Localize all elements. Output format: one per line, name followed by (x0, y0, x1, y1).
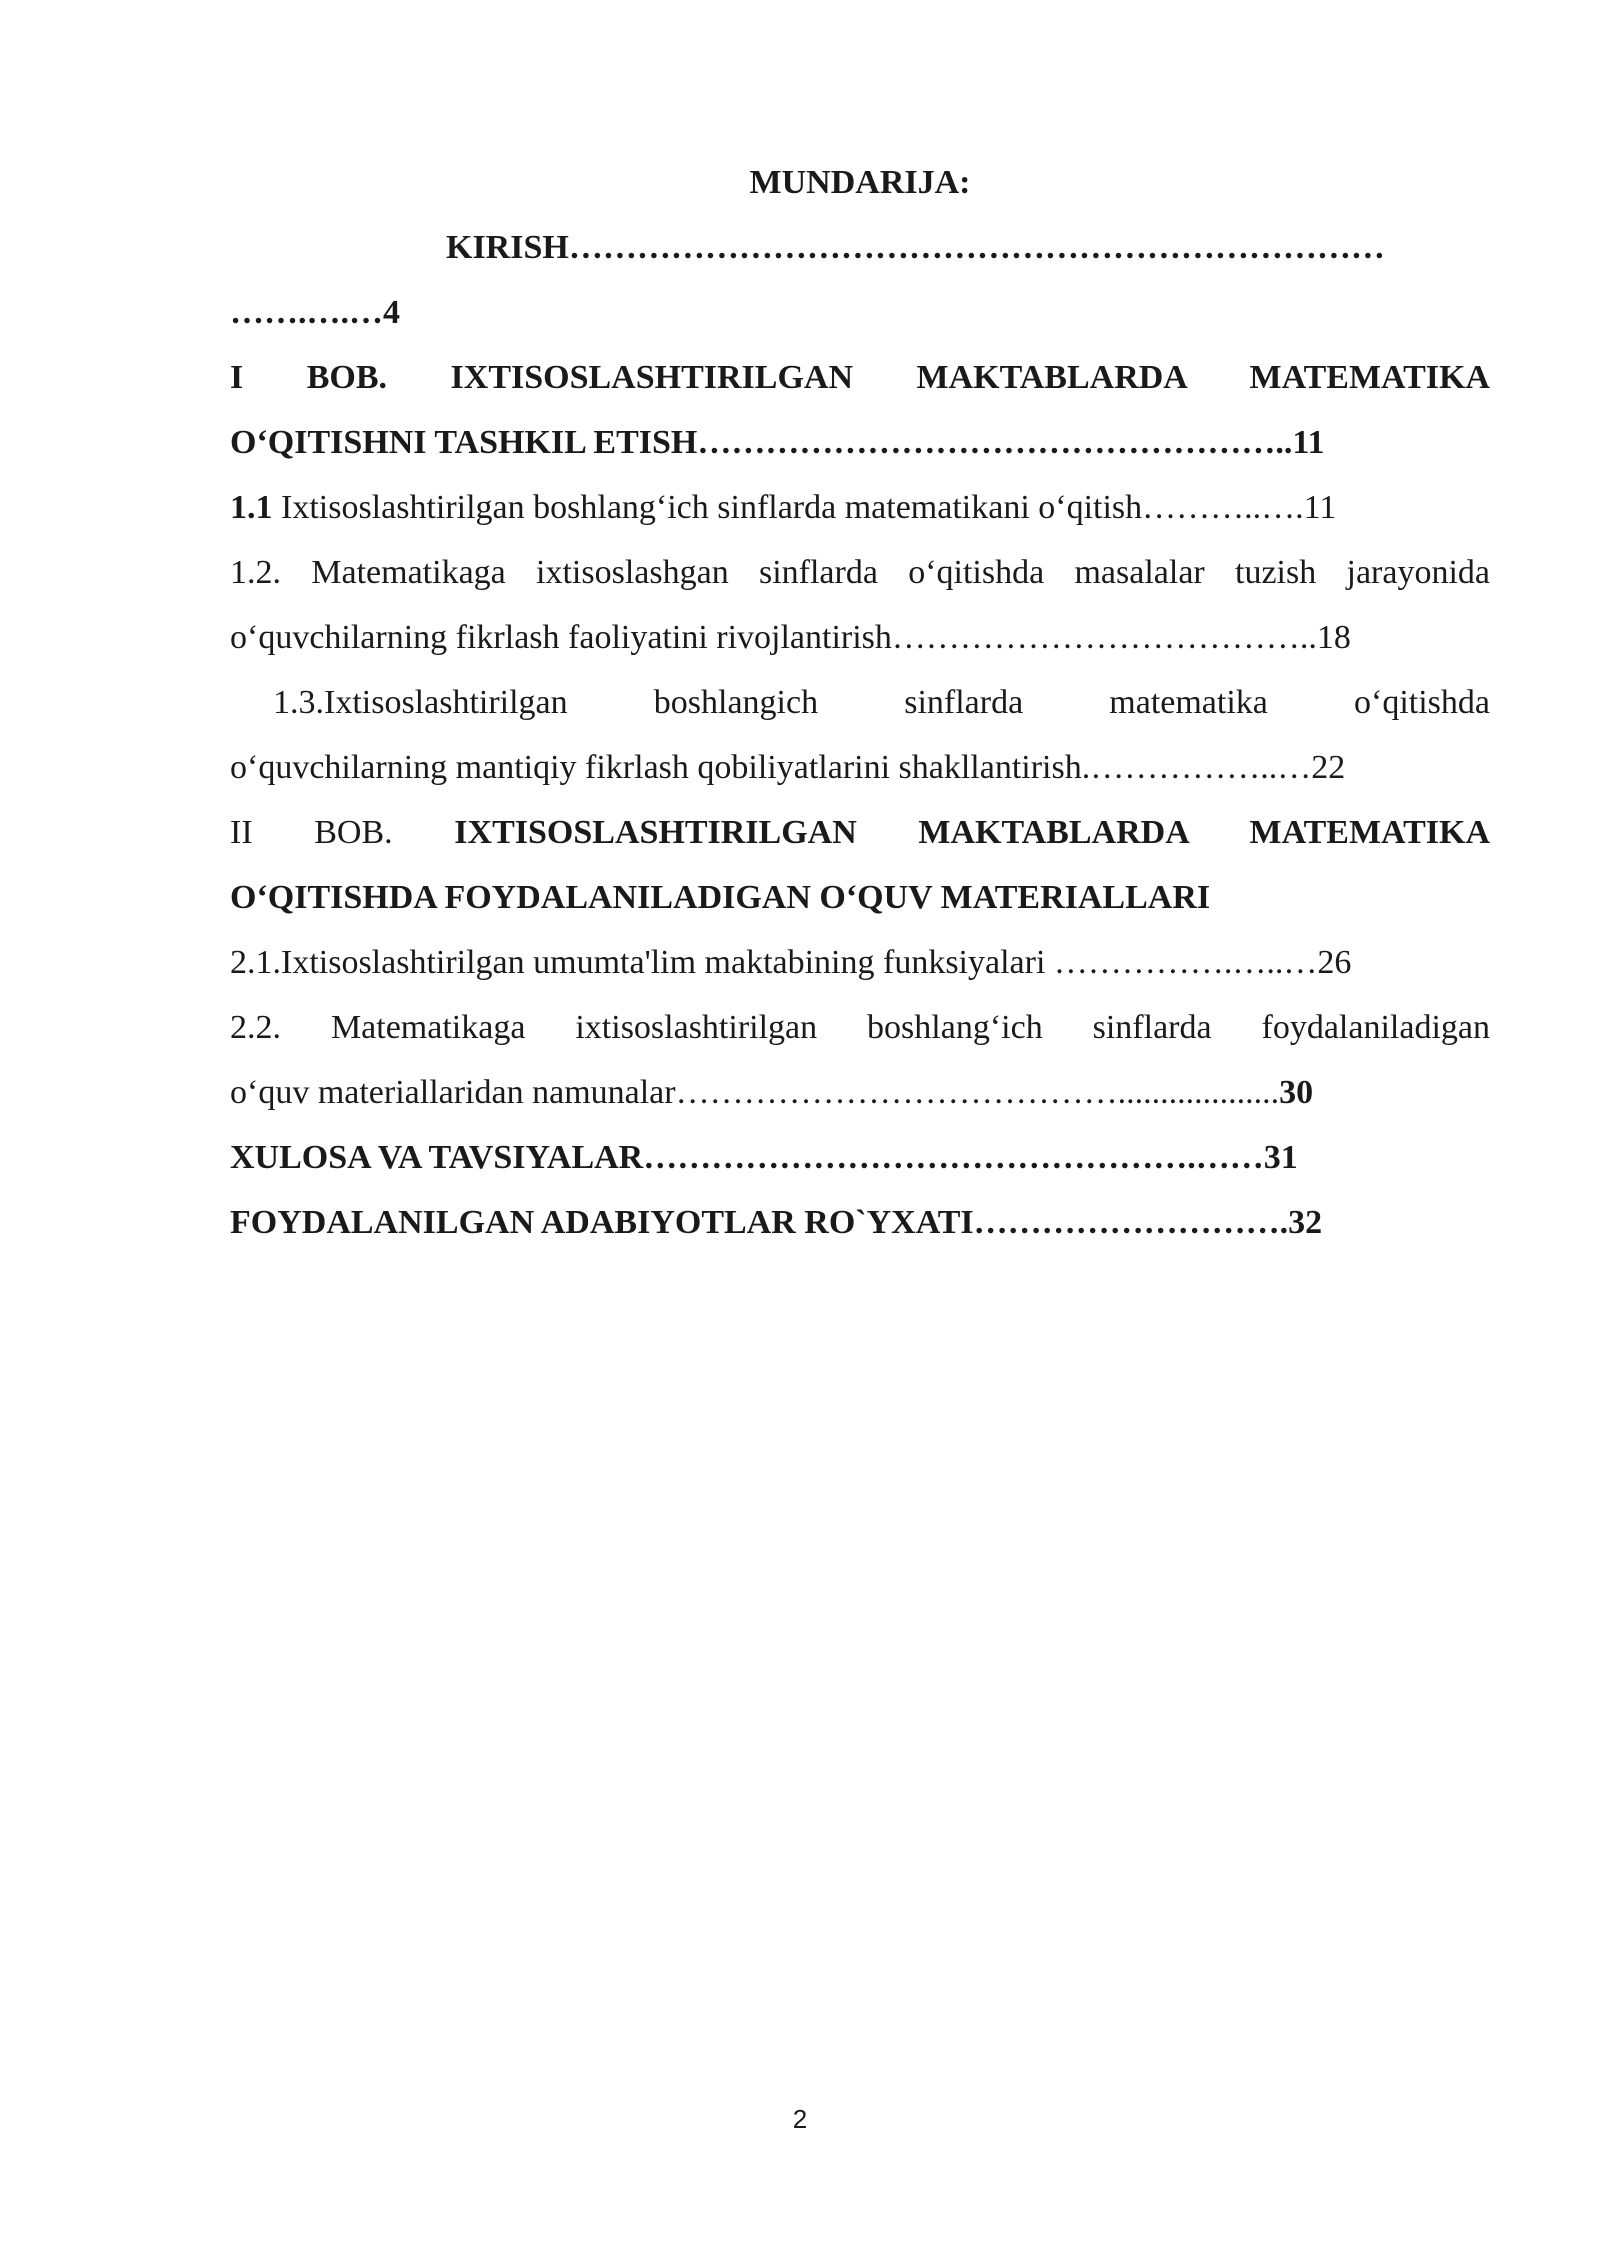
toc-entry-bob1 (230, 345, 1490, 410)
toc-entry-2-2-line2: o‘quv materiallaridan namunalar…………………………………................... (230, 1074, 1280, 1111)
toc-entry-1-2-line2: o‘quvchilarning fikrlash faoliyatini rivojlantirish………………………………..18 (230, 619, 1351, 656)
toc-entry-kirish-continuation (230, 280, 1490, 345)
toc-entry-bob2-continuation (230, 865, 1490, 930)
toc-entry-kirish-line2: …….….…4 (230, 294, 400, 331)
toc-entry-2-1-text: 2.1.Ixtisoslashtirilgan umumta'lim maktabining funksiyalari …………….…..…26 (230, 944, 1352, 981)
toc-entry-1-1-text: Ixtisoslashtirilgan boshlang‘ich sinflarda matematikani o‘qitish………..….11 (272, 489, 1337, 526)
toc-entry-bob2-title: IXTISOSLASHTIRILGAN MAKTABLARDA MATEMATIKA (454, 814, 1490, 851)
toc-entry-1-2 (230, 540, 1490, 605)
toc-entry-adabiyotlar (230, 1190, 1490, 1255)
toc-entry-1-2-line1: 1.2. Matematikaga ixtisoslashgan sinflarda o‘qitishda masalalar tuzish jarayonida (230, 554, 1490, 591)
toc-entry-1-3-line2: o‘quvchilarning mantiqiy fikrlash qobiliyatlarini shakllantirish.……………..…22 (230, 749, 1346, 786)
toc-entry-bob2 (230, 800, 1490, 865)
page-number-text: 2 (792, 2104, 808, 2134)
toc-entry-bob2-line2: O‘QITISHDA FOYDALANILADIGAN O‘QUV MATERIALLARI (230, 879, 1211, 916)
toc-entry-xulosa (230, 1125, 1490, 1190)
toc-entry-1-3 (230, 670, 1490, 735)
toc-entry-xulosa-text: XULOSA VA TAVSIYALAR………………………………………….……31 (230, 1139, 1298, 1176)
toc-entry-kirish-line1: KIRISH……………………………………………………………… (446, 229, 1385, 266)
table-of-contents (230, 150, 1490, 1255)
toc-entry-1-2-continuation (230, 605, 1490, 670)
toc-entry-2-2-continuation (230, 1060, 1490, 1125)
toc-entry-2-1 (230, 930, 1490, 995)
toc-entry-1-1-number: 1.1 (230, 489, 273, 526)
toc-entry-bob1-title: IXTISOSLASHTIRILGAN MAKTABLARDA MATEMATIKA (450, 359, 1490, 396)
toc-entry-1-1 (230, 475, 1490, 540)
toc-entry-2-2-page: 30 (1279, 1074, 1314, 1111)
toc-entry-bob2-prefix: II BOB. (230, 814, 393, 851)
page-number (0, 2104, 1600, 2135)
toc-entry-bob1-line2: O‘QITISHNI TASHKIL ETISH……………………………………………..11 (230, 424, 1325, 461)
toc-entry-bob1-continuation (230, 410, 1490, 475)
toc-entry-adabiyotlar-text: FOYDALANILGAN ADABIYOTLAR RO`YXATI……………………….32 (230, 1204, 1323, 1241)
toc-entry-1-3-continuation (230, 735, 1490, 800)
toc-entry-kirish (230, 215, 1490, 280)
toc-entry-1-3-line1: 1.3.Ixtisoslashtirilgan boshlangich sinflarda matematika o‘qitishda (273, 684, 1490, 721)
toc-entry-2-2 (230, 995, 1490, 1060)
toc-entry-bob1-prefix: I BOB. (230, 359, 388, 396)
toc-entry-2-2-line1: 2.2. Matematikaga ixtisoslashtirilgan boshlang‘ich sinflarda foydalaniladigan (230, 1009, 1490, 1046)
toc-heading (230, 150, 1490, 215)
toc-heading-text: MUNDARIJA: (749, 164, 971, 201)
